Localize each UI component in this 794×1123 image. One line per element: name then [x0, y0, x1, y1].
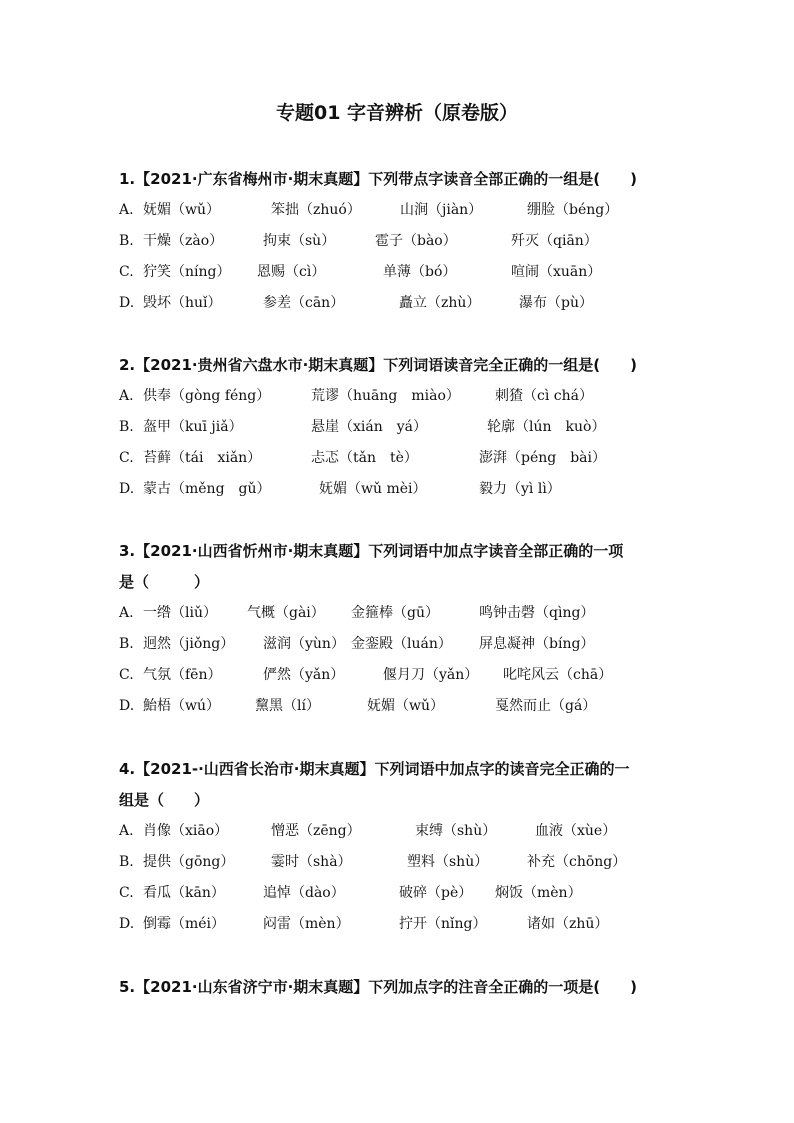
option-d: D. 倒霉（méi） 闷雷（mèn） 拧开（nǐng） 诸如（zhū） — [119, 916, 609, 932]
question-stem: 3.【2021·山西省忻州市·期末真题】下列词语中加点字读音全部正确的一项 — [119, 542, 624, 560]
option-d: D. 毁坏（huǐ） 参差（cān） 矗立（zhù） 瀑布（pù） — [119, 295, 593, 311]
option-c: C. 狞笑（níng） 恩赐（cì） 单薄（bó） 喧闹（xuān） — [119, 264, 602, 280]
question-stem: 1.【2021·广东省梅州市·期末真题】下列带点字读音全部正确的一组是( ) — [119, 170, 637, 188]
option-c: C. 苔藓（tái xiǎn） 忐忑（tǎn tè） 澎湃（péng bài） — [119, 450, 607, 466]
question-stem: 2.【2021·贵州省六盘水市·期末真题】下列词语读音完全正确的一组是( ) — [119, 356, 637, 374]
question-5 — [119, 972, 679, 1003]
option-a: A. 供奉（gòng féng） 荒谬（huāng miào） 刺猹（cì chá） — [119, 388, 593, 404]
option-b: B. 提供（gōng） 霎时（shà） 塑料（shù） 补充（chōng） — [119, 854, 627, 870]
question-2 — [119, 350, 679, 505]
question-1 — [119, 164, 679, 319]
option-a: A. 肖像（xiāo） 憎恶（zēng） 束缚（shù） 血液（xùe） — [119, 823, 617, 839]
option-b: B. 盔甲（kuī jiǎ） 悬崖（xián yá） 轮廓（lún kuò） — [119, 419, 606, 435]
option-d: D. 鮐梧（wú） 黧黑（lí） 妩媚（wǔ） 戛然而止（gá） — [119, 698, 597, 714]
question-4 — [119, 754, 679, 940]
page-title: 专题01 字音辨析（原卷版） — [275, 102, 519, 124]
option-c: C. 气氛（fēn） 俨然（yǎn） 偃月刀（yǎn） 叱咤风云（chā） — [119, 667, 613, 683]
option-a: A. 妩媚（wǔ） 笨拙（zhuó） 山涧（jiàn） 绷脸（béng） — [119, 202, 619, 218]
question-stem: 4.【2021-·山西省长治市·期末真题】下列词语中加点字的读音完全正确的一 — [119, 760, 630, 778]
question-3 — [119, 536, 679, 722]
option-b: B. 干燥（zào） 拘束（sù） 雹子（bào） 歼灭（qiān） — [119, 233, 598, 249]
question-stem-cont: 是（ ） — [119, 573, 210, 591]
option-c: C. 看瓜（kān） 追悼（dào） 破碎（pè） 焖饭（mèn） — [119, 885, 582, 901]
option-a: A. 一绺（liǔ） 气概（gài） 金箍棒（gū） 鸣钟击磬（qìng） — [119, 605, 595, 621]
question-stem-cont: 组是（ ） — [119, 791, 210, 809]
question-stem: 5.【2021·山东省济宁市·期末真题】下列加点字的注音全正确的一项是( ) — [119, 978, 637, 996]
option-b: B. 迥然（jiǒng） 滋润（yùn） 金銮殿（luán） 屏息凝神（bíng） — [119, 636, 595, 652]
option-d: D. 蒙古（měng gǔ） 妩媚（wǔ mèi） 毅力（yì lì） — [119, 481, 561, 497]
